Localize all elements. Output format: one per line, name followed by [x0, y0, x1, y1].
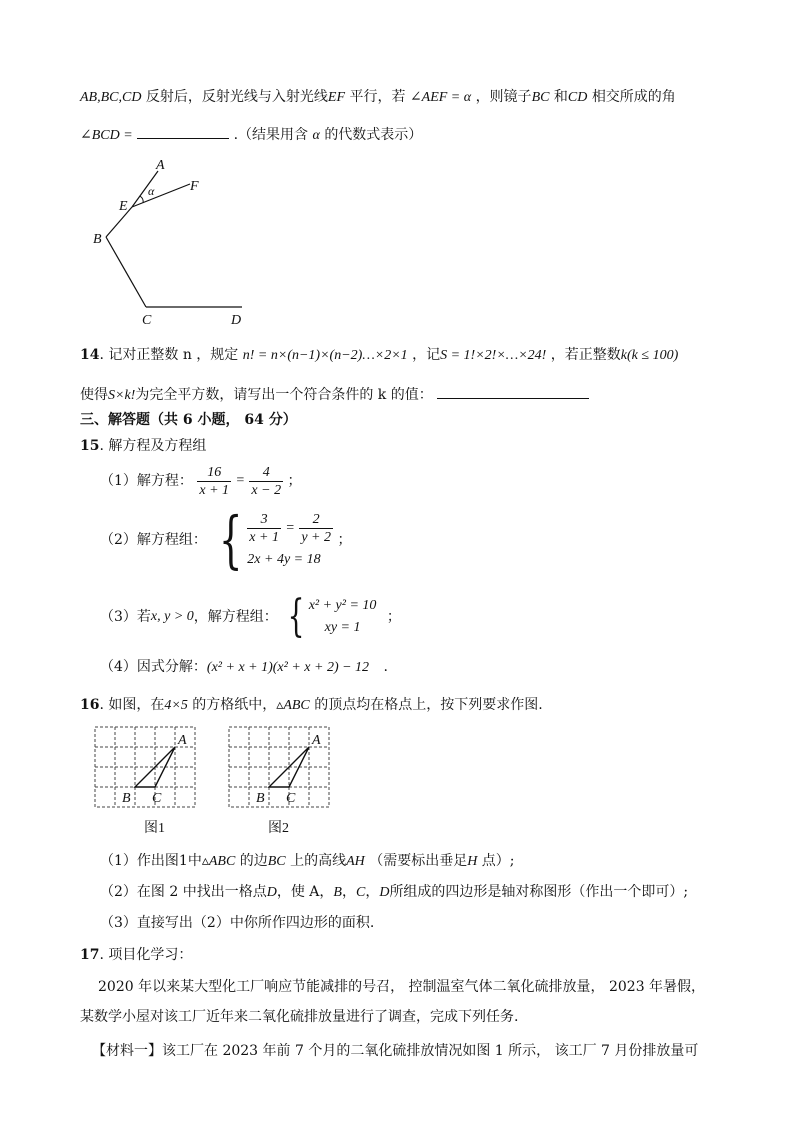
numerator: 2 — [299, 511, 333, 529]
triangle-abc: ▵ABC — [201, 854, 236, 869]
text: （3）若 — [100, 609, 151, 625]
line-ef: EF — [327, 90, 346, 105]
text: 平行，若 — [349, 89, 406, 105]
text: 和 — [553, 89, 568, 105]
text: （2）在图 2 中找出一格点 — [100, 884, 267, 900]
side-bc: BC — [267, 854, 286, 869]
mirror-figure — [86, 155, 286, 325]
p17-para1-line2: 某数学小屋对该工厂近年来二氧化硫排放量进行了调查，完成下列任务. — [80, 1009, 519, 1025]
text: . — [383, 659, 388, 675]
text: ，使 A， — [276, 884, 334, 900]
triangle-abc: ▵ABC — [276, 698, 310, 713]
point-d: D — [379, 885, 390, 900]
point-h: H — [467, 854, 478, 869]
mirror-cd: CD — [567, 90, 588, 105]
text: （4）因式分解： — [100, 659, 207, 675]
point-c: C — [355, 885, 366, 900]
equation-2: xy = 1 — [324, 620, 361, 635]
text: 所组成的四边形是轴对称图形（作出一个即可）; — [389, 884, 689, 900]
text: ， — [365, 884, 380, 900]
text: ，则镜子 — [475, 89, 532, 105]
text: ； — [287, 473, 302, 489]
altitude-ah: AH — [346, 854, 365, 869]
numerator: 4 — [249, 464, 283, 482]
point-b: B — [333, 885, 342, 900]
p14-line2 — [80, 384, 589, 405]
system-brace: { — [219, 503, 243, 576]
fraction-16 — [197, 464, 231, 499]
system-body — [309, 595, 377, 639]
text: . 解方程及方程组 — [99, 438, 207, 454]
label-a: A — [156, 158, 165, 173]
p17-material: 【材料一】该工厂在 2023 年前 7 个月的二氧化硫排放情况如图 1 所示， 该工厂 7 月份排放量可 — [92, 1043, 699, 1059]
angle-aef: ∠AEF = α — [409, 90, 472, 105]
question-number: 17 — [80, 947, 100, 963]
numerator: 16 — [197, 464, 231, 482]
p15-q2 — [100, 503, 352, 576]
section-heading: 三、解答题（共 6 小题， 64 分） — [80, 412, 297, 428]
text: 使得 — [80, 387, 108, 403]
answer-blank[interactable] — [137, 124, 229, 139]
label-f: F — [190, 179, 199, 194]
p15-q1 — [100, 463, 302, 499]
text: . 记对正整数 n ，规定 — [99, 347, 239, 363]
label-alpha: α — [148, 184, 155, 198]
fraction-4 — [249, 464, 283, 499]
text: .（结果用含 — [233, 127, 309, 143]
angle-arc — [140, 196, 143, 203]
p16-q3: （3）直接写出（2）中你所作四边形的面积. — [100, 915, 375, 931]
grid-figure-2 — [226, 724, 336, 814]
point-d: D — [266, 885, 277, 900]
text: 点）; — [481, 853, 515, 869]
equation-2: 2x + 4y = 18 — [247, 551, 321, 567]
mirrors-ab-bc-cd: AB,BC,CD — [80, 90, 142, 105]
text: 上的高线 — [290, 853, 347, 869]
p15-title — [80, 437, 206, 455]
text: 的方格纸中， — [192, 697, 277, 713]
s-times-k: S×k! — [108, 388, 136, 403]
text: 的代数式表示） — [324, 127, 423, 143]
equals: = — [285, 520, 295, 535]
denominator: x + 1 — [249, 529, 279, 545]
fraction-2 — [299, 511, 333, 546]
text: ，若正整数 — [550, 347, 621, 363]
p16-q1 — [100, 852, 515, 871]
equation-1: x² + y² = 10 — [308, 598, 377, 613]
text: ； — [386, 609, 401, 625]
text: 反射后，反射光线与入射光线 — [145, 89, 328, 105]
denominator: x + 1 — [199, 482, 230, 498]
label-c: C — [286, 791, 296, 806]
factorial-definition: n! = n×(n−1)×(n−2)…×2×1 — [242, 348, 408, 363]
numerator: 3 — [247, 511, 281, 529]
equals: = — [235, 473, 245, 488]
label-d: D — [231, 313, 242, 325]
grid-figure-1 — [92, 724, 202, 814]
label-a: A — [312, 733, 321, 748]
expression: (x² + x + 1)(x² + x + 2) − 12 — [206, 660, 370, 675]
label-c: C — [142, 313, 152, 325]
denominator: x − 2 — [251, 482, 282, 498]
s-definition: S = 1!×2!×…×24! — [440, 348, 547, 363]
label-b: B — [256, 791, 265, 806]
text: 的顶点均在格点上，按下列要求作图. — [314, 697, 543, 713]
mirror-bc: BC — [531, 90, 550, 105]
alpha-symbol: α — [312, 128, 320, 143]
text: ， — [341, 884, 356, 900]
text: （2）解方程组： — [100, 532, 207, 548]
text: 相交所成的角 — [591, 89, 676, 105]
answer-blank[interactable] — [437, 384, 589, 399]
label-b: B — [122, 791, 131, 806]
text: . 如图，在 — [99, 697, 165, 713]
fig2-caption: 图2 — [268, 821, 289, 836]
p13-line2 — [80, 124, 422, 145]
fraction-3 — [247, 511, 281, 546]
angle-bcd: ∠BCD = — [80, 128, 133, 143]
label-b: B — [93, 232, 102, 247]
condition: x, y > 0 — [150, 609, 194, 624]
system-brace: { — [287, 591, 305, 642]
p15-q4 — [100, 658, 388, 677]
text: （1）解方程： — [100, 473, 193, 489]
question-number: 15 — [80, 438, 100, 454]
question-number: 16 — [80, 697, 100, 713]
p17-para1-line1: 2020 年以来某大型化工厂响应节能减排的号召， 控制温室气体二氧化硫排放量， 2023 年暑假， — [98, 979, 706, 995]
grid-size: 4×5 — [164, 698, 188, 713]
k-condition: k(k ≤ 100) — [620, 348, 679, 363]
text: （1）作出图1中 — [100, 853, 202, 869]
text: ，记 — [412, 347, 441, 363]
text: ，解方程组： — [193, 609, 278, 625]
p17-title — [80, 946, 192, 964]
text: ； — [337, 532, 352, 548]
text: 为完全平方数，请写出一个符合条件的 k 的值： — [135, 387, 433, 403]
label-c: C — [152, 791, 162, 806]
p16-intro — [80, 696, 543, 715]
label-e: E — [119, 199, 128, 214]
text: . 项目化学习： — [99, 947, 193, 963]
p14-line1 — [80, 346, 678, 365]
fig1-caption: 图1 — [144, 821, 165, 836]
system-body — [247, 511, 333, 570]
mirror-bc — [106, 237, 146, 307]
text: （需要标出垂足 — [369, 853, 468, 869]
p13-line1 — [80, 88, 676, 107]
p16-q2 — [100, 883, 688, 902]
label-a: A — [178, 733, 187, 748]
p15-q3 — [100, 591, 401, 642]
denominator: y + 2 — [301, 529, 331, 545]
question-number: 14 — [80, 347, 100, 363]
text: 的边 — [239, 853, 268, 869]
